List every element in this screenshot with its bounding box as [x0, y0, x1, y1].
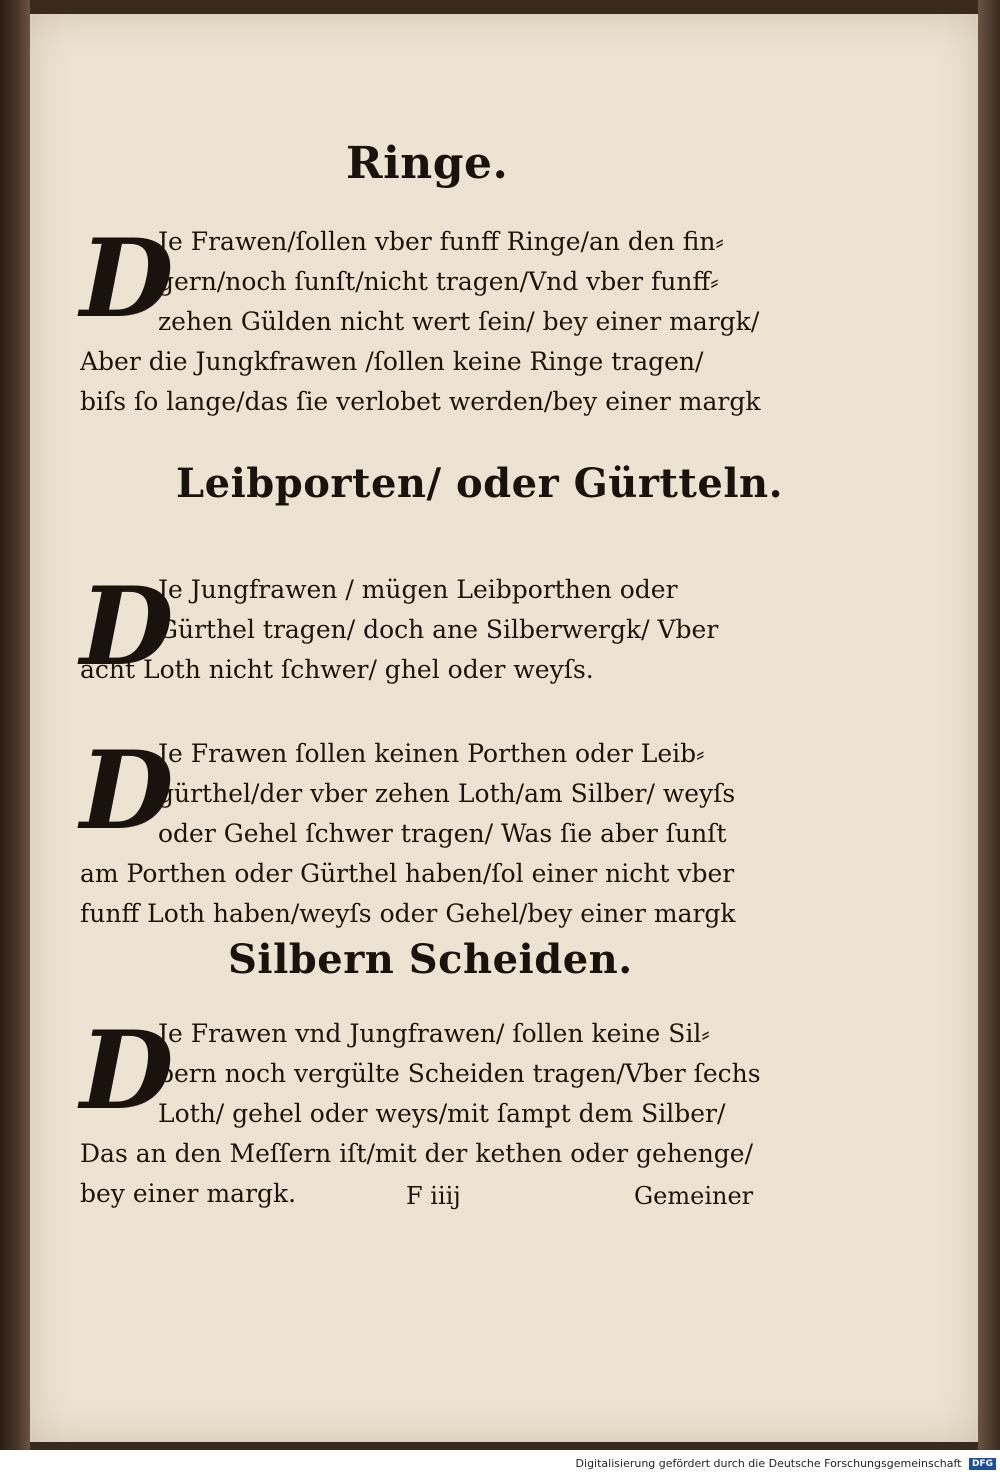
- text-line: bern noch vergülte Scheiden tragen/Vber ſechs: [158, 1059, 761, 1088]
- drop-cap-initial: D: [80, 216, 174, 342]
- text-line: Aber die Jungkfrawen /ſollen keine Ringe tragen/: [80, 347, 704, 376]
- paragraph-ringe: [80, 216, 770, 422]
- text-line: acht Loth nicht ſchwer/ ghel oder weyſs.: [80, 655, 594, 684]
- text-line: Je Jungfrawen / mügen Leibporthen oder: [158, 575, 678, 604]
- text-line: Je Frawen/ſollen vber funff Ringe/an den fin⸗: [158, 227, 724, 256]
- paragraph-frawen-porthen: [80, 728, 770, 934]
- heading-ringe: Ringe.: [346, 138, 509, 189]
- book-page: [30, 14, 978, 1442]
- credit-text: Digitalisierung gefördert durch die Deutsche Forschungsgemeinschaft: [575, 1457, 962, 1470]
- text-line: gern/noch ſunſt/nicht tragen/Vnd vber funff⸗: [158, 267, 719, 296]
- book-edge-left: [0, 0, 30, 1450]
- text-line: am Porthen oder Gürthel haben/ſol einer nicht vber: [80, 859, 735, 888]
- drop-cap-initial: D: [80, 564, 174, 690]
- drop-cap-initial: D: [80, 728, 174, 854]
- heading-leibporten: Leibporten/ oder Gürtteln.: [176, 460, 784, 507]
- signature-mark: F iiij: [406, 1182, 461, 1210]
- paragraph-jungfrawen-guerthel: [80, 564, 770, 690]
- dfg-logo: DFG: [969, 1458, 996, 1470]
- text-line: Je Frawen ſollen keinen Porthen oder Leib⸗: [158, 739, 705, 768]
- book-edge-right: [978, 0, 1000, 1450]
- text-line: Gürthel tragen/ doch ane Silberwergk/ Vber: [158, 615, 719, 644]
- text-line: oder Gehel ſchwer tragen/ Was ſie aber ſunſt: [158, 819, 727, 848]
- text-line: funff Loth haben/weyſs oder Gehel/bey einer margk: [80, 899, 736, 928]
- text-line: zehen Gülden nicht wert ſein/ bey einer margk/: [158, 307, 760, 336]
- catchword: Gemeiner: [634, 1182, 754, 1210]
- text-line: Das an den Meſſern iſt/mit der kethen oder gehenge/: [80, 1139, 754, 1168]
- text-line: Je Frawen vnd Jungfrawen/ ſollen keine Sil⸗: [158, 1019, 710, 1048]
- text-line: Loth/ gehel oder weys/mit ſampt dem Silber/: [158, 1099, 726, 1128]
- page-content: [30, 14, 978, 1442]
- digitization-credit: [556, 1457, 996, 1470]
- text-line: gürthel/der vber zehen Loth/am Silber/ weyſs: [158, 779, 736, 808]
- heading-silbern-scheiden: Silbern Scheiden.: [228, 936, 633, 983]
- text-line: bey einer margk.: [80, 1179, 297, 1208]
- drop-cap-initial: D: [80, 1008, 174, 1134]
- text-line: biſs ſo lange/das ſie verlobet werden/bey einer margk: [80, 387, 761, 416]
